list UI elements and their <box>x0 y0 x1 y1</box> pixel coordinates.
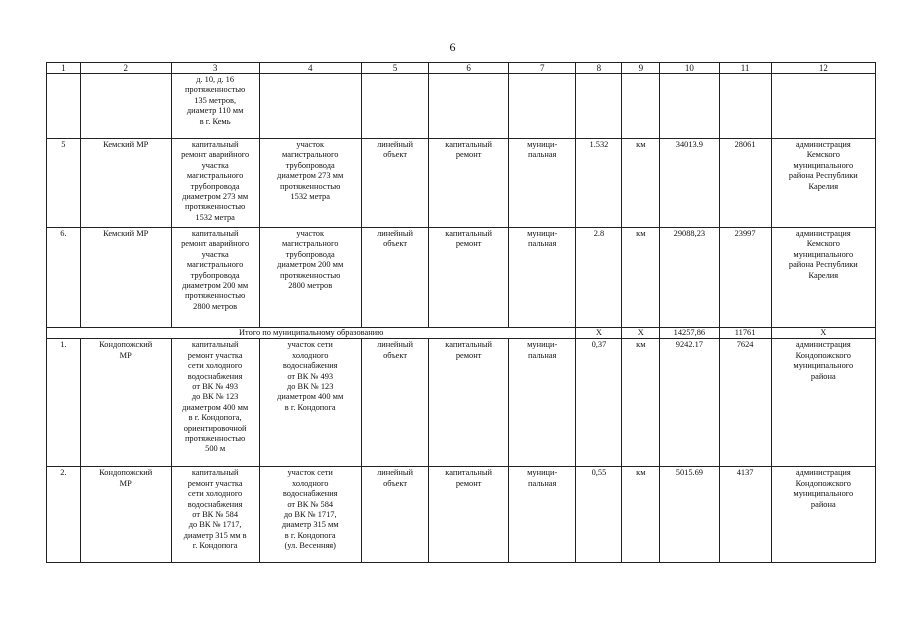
column-number: 4 <box>259 63 361 74</box>
cell-work: капитальный ремонт участка сети холодного водоснабжения от ВК № 493 до ВК № 123 диаметром 400 мм в г. Кондопога, ориентировочной протяженностью 500 м <box>171 339 259 467</box>
column-number: 3 <box>171 63 259 74</box>
cell-work: капитальный ремонт аварийного участка магистрального трубопровода диаметром 273 мм протяженностью 1532 метра <box>171 139 259 228</box>
table-row <box>47 339 876 467</box>
cell-administration: администрация Кондопожского муниципального района <box>771 339 875 467</box>
table-row <box>47 467 876 563</box>
table-row <box>47 139 876 228</box>
column-number: 11 <box>719 63 771 74</box>
cell-ownership <box>508 74 575 139</box>
cell-ownership: муници- пальная <box>508 467 575 563</box>
cell-unit: км <box>622 228 660 328</box>
cell-length: 0,55 <box>576 467 622 563</box>
cell-index <box>47 74 81 139</box>
cell-object-type: линейный объект <box>361 339 428 467</box>
cell-unit <box>622 74 660 139</box>
cell-object-type: линейный объект <box>361 228 428 328</box>
cell-district: Кондопожский МР <box>80 339 171 467</box>
cell-length: 0,37 <box>576 339 622 467</box>
cell-administration <box>771 74 875 139</box>
cell-work: д. 10, д. 16 протяженностью 135 метров, диаметр 110 мм в г. Кемь <box>171 74 259 139</box>
cell-district <box>80 74 171 139</box>
cell-work: капитальный ремонт аварийного участка магистрального трубопровода диаметром 200 мм протяженностью 2800 метров <box>171 228 259 328</box>
column-number: 10 <box>660 63 719 74</box>
cell-index: 5 <box>47 139 81 228</box>
column-number: 7 <box>508 63 575 74</box>
column-number-row <box>47 63 876 74</box>
column-number: 6 <box>429 63 509 74</box>
cell-amount: 28061 <box>719 139 771 228</box>
cell-work: капитальный ремонт участка сети холодного водоснабжения от ВК № 584 до ВК № 1717, диаметр 315 мм в г. Кондопога <box>171 467 259 563</box>
cell-cost: 5015.69 <box>660 467 719 563</box>
cell-cost: 34013.9 <box>660 139 719 228</box>
column-number: 5 <box>361 63 428 74</box>
cell-district: Кемский МР <box>80 228 171 328</box>
cell-object-type: линейный объект <box>361 139 428 228</box>
cell-length <box>576 74 622 139</box>
cell-object-type: линейный объект <box>361 467 428 563</box>
cell-work-type: капитальный ремонт <box>429 139 509 228</box>
cell-cost: 9242.17 <box>660 339 719 467</box>
cell-administration: администрация Кемского муниципального района Республики Карелия <box>771 139 875 228</box>
table-row <box>47 228 876 328</box>
cell-work-type: капитальный ремонт <box>429 339 509 467</box>
cell-unit: км <box>622 467 660 563</box>
total-administration: X <box>771 328 875 339</box>
cell-ownership: муници- пальная <box>508 228 575 328</box>
cell-cost <box>660 74 719 139</box>
column-number: 2 <box>80 63 171 74</box>
page-number: 6 <box>449 40 456 54</box>
cell-amount: 4137 <box>719 467 771 563</box>
cell-ownership: муници- пальная <box>508 339 575 467</box>
cell-ownership: муници- пальная <box>508 139 575 228</box>
cell-district: Кондопожский МР <box>80 467 171 563</box>
cell-object: участок магистрального трубопровода диаметром 273 мм протяженностью 1532 метра <box>259 139 361 228</box>
cell-administration: администрация Кондопожского муниципального района <box>771 467 875 563</box>
data-table <box>46 62 876 563</box>
cell-unit: км <box>622 139 660 228</box>
cell-length: 1.532 <box>576 139 622 228</box>
cell-work-type <box>429 74 509 139</box>
cell-object <box>259 74 361 139</box>
cell-index: 6. <box>47 228 81 328</box>
column-number: 8 <box>576 63 622 74</box>
cell-amount: 7624 <box>719 339 771 467</box>
cell-object: участок сети холодного водоснабжения от ВК № 584 до ВК № 1717, диаметр 315 мм в г. Кондопога (ул. Весенняя) <box>259 467 361 563</box>
total-unit: X <box>622 328 660 339</box>
cell-index: 1. <box>47 339 81 467</box>
total-length: X <box>576 328 622 339</box>
total-amount: 11761 <box>719 328 771 339</box>
cell-district: Кемский МР <box>80 139 171 228</box>
cell-work-type: капитальный ремонт <box>429 467 509 563</box>
column-number: 1 <box>47 63 81 74</box>
cell-object: участок магистрального трубопровода диаметром 200 мм протяженностью 2800 метров <box>259 228 361 328</box>
cell-index: 2. <box>47 467 81 563</box>
cell-administration: администрация Кемского муниципального района Республики Карелия <box>771 228 875 328</box>
cell-length: 2.8 <box>576 228 622 328</box>
cell-amount <box>719 74 771 139</box>
cell-work-type: капитальный ремонт <box>429 228 509 328</box>
cell-unit: км <box>622 339 660 467</box>
cell-cost: 29088,23 <box>660 228 719 328</box>
column-number: 9 <box>622 63 660 74</box>
table-row <box>47 74 876 139</box>
column-number: 12 <box>771 63 875 74</box>
cell-object-type <box>361 74 428 139</box>
total-label: Итого по муниципальному образованию <box>47 328 576 339</box>
cell-object: участок сети холодного водоснабжения от ВК № 493 до ВК № 123 диаметром 400 мм в г. Кондопога <box>259 339 361 467</box>
cell-amount: 23997 <box>719 228 771 328</box>
total-cost: 14257,86 <box>660 328 719 339</box>
total-row <box>47 328 876 339</box>
